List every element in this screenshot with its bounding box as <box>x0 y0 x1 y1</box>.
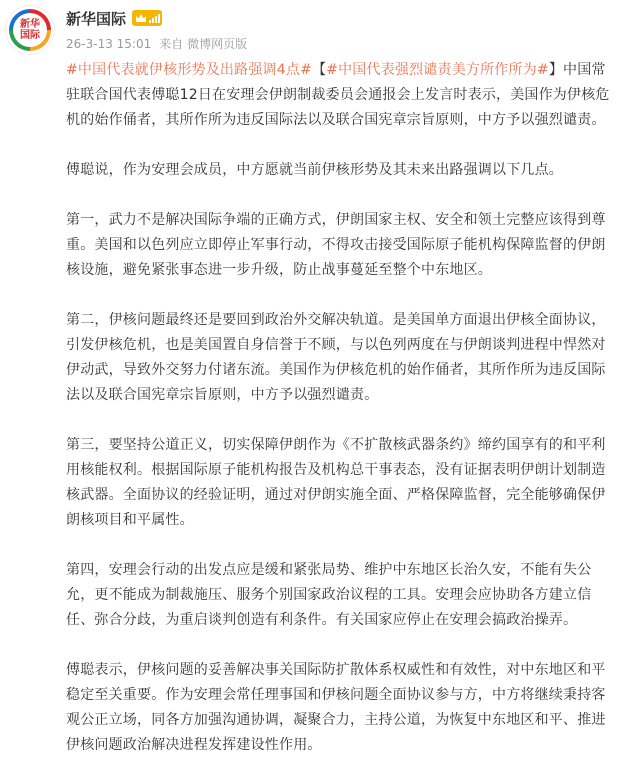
topic-link-2[interactable]: #中国代表强烈谴责美方所作所为# <box>326 62 549 78</box>
paragraph-gap <box>66 133 612 158</box>
avatar-text <box>13 13 47 47</box>
post-content <box>66 58 612 758</box>
avatar-line1: 新华 <box>20 19 40 30</box>
post-timestamp[interactable]: 26-3-13 15:01 <box>66 37 152 51</box>
post-lead <box>66 58 612 133</box>
level-bars-icon <box>149 14 160 23</box>
crown-icon <box>135 13 147 23</box>
paragraph-6: 傅聪表示，伊核问题的妥善解决事关国际防扩散体系权威性和有效性，对中东地区和平稳定至关重要。作为安理会常任理事国和伊核问题全面协议参与方，中方将继续秉持客观公正立场，同各方加强沟通协调，凝聚合力，主持公道，为恢复中东地区和平、推进伊核问题政治解决进程发挥建设性作用。 <box>66 662 606 753</box>
user-name-link[interactable]: 新华国际 <box>66 9 127 28</box>
post-header <box>66 6 614 52</box>
paragraph-2: 第一，武力不是解决国际争端的正确方式，伊朗国家主权、安全和领土完整应该得到尊重。美国和以色列应立即停止军事行动，不得攻击接受国际原子能机构保障监督的伊朗核设施，避免紧张事态进一步升级，防止战事蔓延至整个中东地区。 <box>66 212 606 278</box>
paragraph-3: 第二，伊核问题最终还是要回到政治外交解决轨道。是美国单方面退出伊核全面协议，引发伊核危机，也是美国置自身信誉于不顾，与以色列两度在与伊朗谈判进程中悍然对伊动武，导致外交努力付诸东流。美国作为伊核危机的始作俑者，其所作所为违反国际法以及联合国宪章宗旨原则，中方予以强烈谴责。 <box>66 312 606 403</box>
paragraph-gap <box>66 408 612 433</box>
name-row <box>66 6 614 30</box>
avatar-line2: 国际 <box>20 30 40 41</box>
lead-text: 】中国常驻联合国代表傅聪12日在安理会伊朗制裁委员会通报会上发言时表示，美国作为伊核危机的始作俑者，其所作所为违反国际法以及联合国宪章宗旨原则，中方予以强烈谴责。 <box>66 62 610 128</box>
avatar[interactable] <box>6 6 54 54</box>
paragraph-gap <box>66 633 612 658</box>
crown-badge-icon[interactable] <box>132 10 162 26</box>
paragraph-gap <box>66 283 612 308</box>
source-prefix: 来自 <box>159 37 184 51</box>
paragraph-gap <box>66 533 612 558</box>
paragraph-1: 傅聪说，作为安理会成员，中方愿就当前伊核形势及其未来出路强调以下几点。 <box>66 162 563 178</box>
post-source: 微博网页版 <box>187 37 248 51</box>
paragraph-gap <box>66 183 612 208</box>
paragraph-5: 第四，安理会行动的出发点应是缓和紧张局势、维护中东地区长治久安，不能有失公允，更不能成为制裁施压、服务个别国家政治议程的工具。安理会应协助各方建立信任、弥合分歧，为重启谈判创造有利条件。有关国家应停止在安理会搞政治操弄。 <box>66 562 592 628</box>
post-meta <box>66 36 614 52</box>
topic-link-1[interactable]: #中国代表就伊核形势及出路强调4点# <box>66 62 312 78</box>
paragraph-4: 第三，要坚持公道正义，切实保障伊朗作为《不扩散核武器条约》缔约国享有的和平利用核能权利。根据国际原子能机构报告及机构总干事表态，没有证据表明伊朗计划制造核武器。全面协议的经验证明，通过对伊朗实施全面、严格保障监督，完全能够确保伊朗核项目和平属性。 <box>66 437 606 528</box>
bracket-open: 【 <box>311 62 327 78</box>
